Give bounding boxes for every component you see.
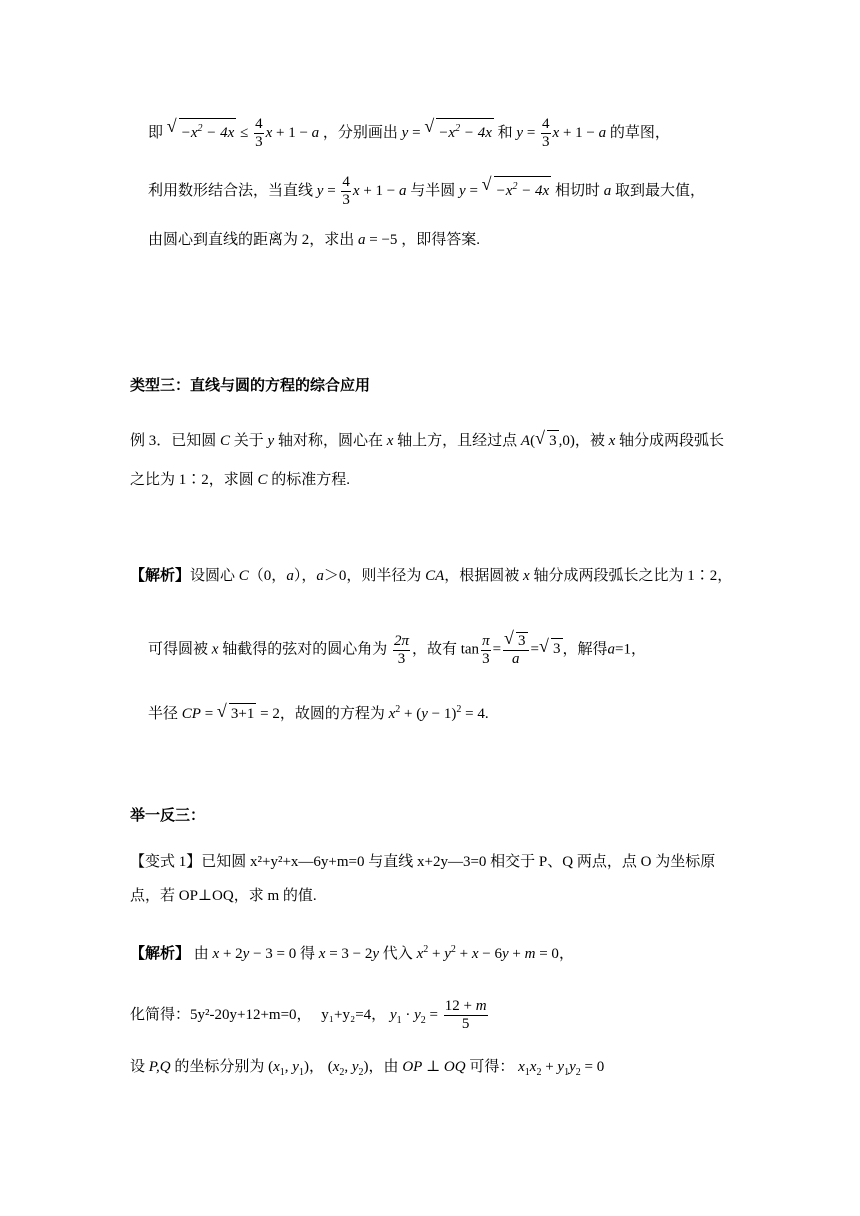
text: 设 — [130, 1059, 146, 1075]
text: 轴对称，圆心在 — [277, 433, 383, 449]
text: 可得： — [469, 1059, 515, 1075]
text: 相切时 — [554, 182, 600, 199]
fraction: $\frac{4}{3}$ — [255, 116, 263, 150]
text: 利用数形结合法，当直线 — [148, 182, 314, 199]
text: 和 — [497, 124, 513, 141]
fraction: √ $\frac{3}{a}$ — [503, 632, 529, 668]
solution-label: 【解析】 — [130, 945, 191, 962]
text: ， — [558, 946, 574, 962]
text: ，被 — [574, 433, 605, 449]
variant-label: 【变式 1】 — [130, 854, 202, 870]
text: 代入 — [382, 946, 413, 962]
section-title: 类型三：直线与圆的方程的综合应用 — [130, 377, 371, 394]
text: 关于 — [233, 433, 264, 449]
text: ）， — [293, 568, 317, 584]
text: 之比为 1∶2，求圆 — [130, 472, 254, 488]
text: ，分别画出 — [322, 124, 398, 141]
hint-line-3: 由圆心到直线的距离为 2，求出 a = −5 ，即得答案. — [148, 232, 480, 248]
fraction: $\frac{2\pi}{3}$ — [393, 632, 409, 667]
example-3-line-1: 例 3．已知圆 C 关于 y 轴对称，圆心在 x 轴上方，且经过点 A(√ 3 ,0)，被 x 轴分成两段弧长 — [130, 430, 724, 451]
fraction: $\frac{\pi}{3}$ — [482, 632, 490, 667]
text: 得 — [300, 946, 316, 962]
text: ， — [308, 1059, 324, 1075]
text: 可得圆被 — [148, 641, 209, 658]
hint-line-1: 即 √ $-x^2 - 4x$ ≤ $\frac{4}{3}$ x + 1 − a ，分别画出 y = √ $-x^2 - 4x$ 和 y = $\frac{4}{3}$ x + 1 − a 的草图， — [148, 116, 670, 151]
text: ，即得答案. — [401, 232, 480, 248]
text: 轴上方，且经过点 — [397, 433, 518, 449]
text: 点，若 OP⊥OQ，求 m 的值. — [130, 888, 317, 904]
sqrt-expr: √ $-x^2 - 4x$ — [167, 118, 237, 143]
text: =1， — [615, 641, 646, 658]
sqrt-expr: √ 3+1 — [217, 703, 256, 724]
variant-1-line-1 — [130, 852, 715, 872]
variant-1-line-2 — [130, 886, 317, 906]
text: 由圆心到直线的距离为 2，求出 — [148, 232, 355, 248]
solution-v1-line-2: 化简得：5y²-20y+12+m=0， y₁+y₂=4， $y_1 \cdot y_2$ = $\frac{12 + m}{5}$ — [130, 998, 487, 1032]
text: 即 — [148, 124, 164, 141]
text: 由 — [193, 946, 209, 962]
solution-3-line-2: 可得圆被 x 轴截得的弦对的圆心角为 $\frac{2\pi}{3}$ ，故有 tan $\frac{\pi}{3}$ = √ $\frac{3}{a}$ =√ 3 ，解得a=1， — [148, 632, 646, 668]
hint-line-2: 利用数形结合法，当直线 y = $\frac{4}{3}$ x + 1 − a 与半圆 y = √ $-x^2 - 4x$ 相切时 a 取到最大值， — [148, 174, 705, 209]
text: 的标准方程. — [271, 472, 351, 488]
sqrt-expr: √ 3 — [535, 430, 559, 451]
sqrt-expr: √ $-x^2 - 4x$ — [424, 118, 494, 143]
sqrt-expr: √ 3 — [539, 638, 563, 659]
text: 的坐标分别为 — [174, 1059, 265, 1075]
solution-3-line-1: 【解析】设圆心 C（0，a），a＞0，则半径为 CA，根据圆被 x 轴分成两段弧长之比为 1∶2， — [130, 567, 733, 584]
text: 的草图， — [609, 124, 670, 141]
solution-label: 【解析】 — [130, 567, 191, 584]
text: ，解得 — [562, 641, 608, 658]
fraction: $\frac{12 + m}{5}$ — [444, 998, 487, 1032]
text: 已知圆 x²+y²+x—6y+m=0 与直线 x+2y—3=0 相交于 P、Q 两点，点 O 为坐标原 — [201, 854, 716, 870]
text: ＞0，则半径为 — [323, 568, 422, 584]
text: （0， — [248, 568, 287, 584]
text: 轴分成两段弧长之比为 1∶2， — [533, 568, 733, 584]
text: 设圆心 — [190, 568, 236, 584]
fraction: $\frac{4}{3}$ — [342, 174, 350, 208]
text: y₁+y₂=4， — [321, 1006, 387, 1023]
text: 半径 — [148, 706, 179, 722]
example-3-line-2: 之比为 1∶2，求圆 C 的标准方程. — [130, 472, 351, 488]
text: 化简得：5y²-20y+12+m=0， — [130, 1006, 312, 1023]
text: 例 3．已知圆 — [130, 433, 217, 449]
solution-v1-line-1: 【解析】 由 x + 2y − 3 = 0 得 x = 3 − 2y 代入 $x^2 + y^2 + x - 6y + m = 0$， — [130, 944, 574, 962]
text: 与半圆 — [410, 182, 456, 199]
fraction: $\frac{4}{3}$ — [542, 116, 550, 150]
text: ，故圆的方程为 — [279, 706, 385, 722]
text: 轴分成两段弧长 — [619, 433, 725, 449]
text: 取到最大值， — [614, 182, 705, 199]
sqrt-expr: √ $-x^2 - 4x$ — [482, 176, 552, 201]
text: ，由 — [368, 1059, 399, 1075]
text: ，故有 — [411, 641, 457, 658]
solution-3-line-3: 半径 CP = √ 3+1 = 2，故圆的方程为 $x^2 + (y - 1)^2 = 4$. — [148, 700, 489, 724]
text: . — [484, 706, 489, 722]
solution-v1-line-3: 设 P,Q 的坐标分别为 ($x_1$, $y_1$)， ($x_2$, $y_2$)，由 OP ⊥ OQ 可得： $x_1x_2 + y_1y_2 = 0$ — [130, 1059, 605, 1078]
text: 轴截得的弦对的圆心角为 — [222, 641, 388, 658]
text: ，根据圆被 — [444, 568, 520, 584]
practice-title: 举一反三： — [130, 807, 206, 824]
